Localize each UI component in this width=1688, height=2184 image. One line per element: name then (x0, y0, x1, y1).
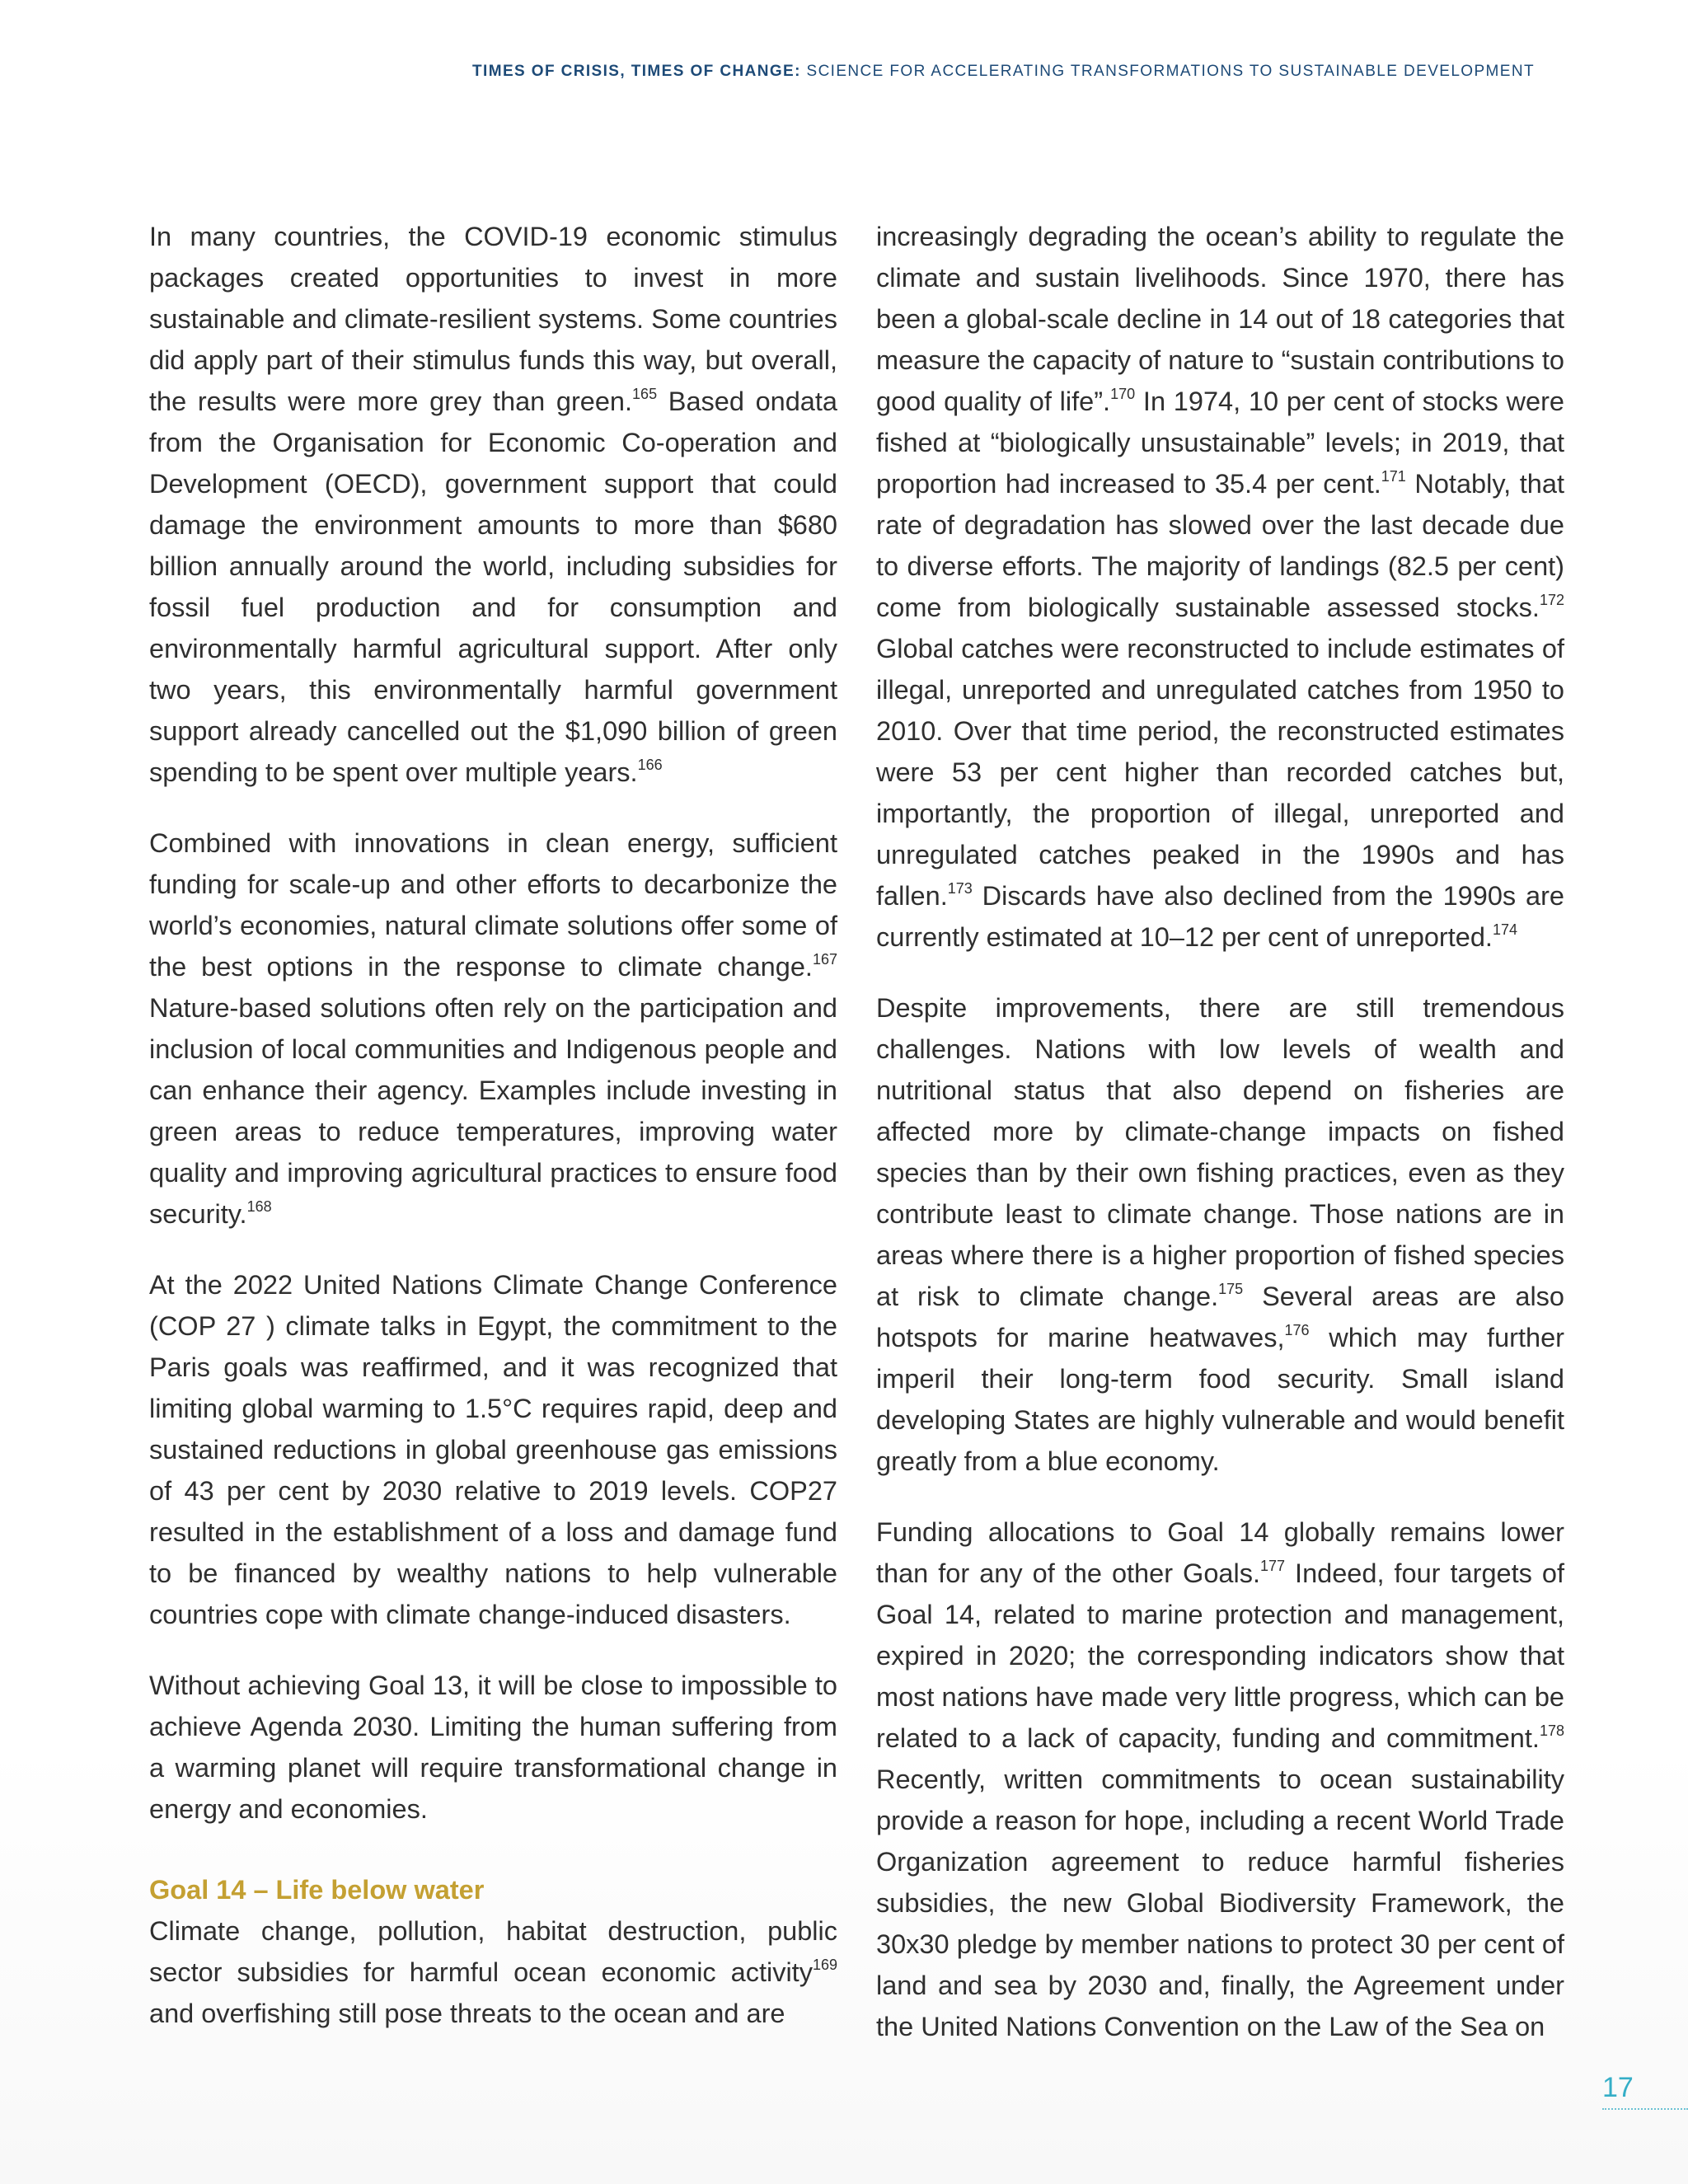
footnote-ref[interactable]: 177 (1259, 1558, 1286, 1575)
footnote-ref[interactable]: 173 (947, 880, 973, 898)
paragraph-text: increasingly degrading the ocean’s ability to regulate the climate and sustain livelihoods. Since 1970, there has been a global-scale decline in 14 out of 18 categories that measure the capacity of nature to “sustain contributions to good quality of life”. (876, 222, 1564, 416)
footnote-ref[interactable]: 178 (1539, 1722, 1564, 1740)
page-number-rule (1602, 2108, 1688, 2110)
footnote-ref[interactable]: 174 (1492, 921, 1517, 939)
paragraph-text: Based ondata from the Organisation for Economic Co-operation and Development (OECD), government support that could damage the environment amounts to more than $680 billion annually around the world, including subsidies for fossil fuel production and for consumption and environmentally harmful agricultural support. After only two years, this environmentally harmful government support already cancelled out the $1,090 billion of green spending to be spent over multiple years. (149, 387, 837, 787)
paragraph-text: In 1974, 10 per cent of stocks were fished at “biologically unsustainable” levels; in 2019, that proportion had increased to 35.4 per cent. (876, 387, 1565, 499)
paragraph-text: Discards have also declined from the 1990s are currently estimated at 10–12 per cent of unreported. (876, 881, 1564, 952)
paragraph-covid-stimulus (149, 216, 837, 793)
header-title-bold: TIMES OF CRISIS, TIMES OF CHANGE: (472, 63, 801, 80)
footnote-ref[interactable]: 165 (632, 386, 658, 403)
footnote-ref[interactable]: 171 (1381, 468, 1406, 485)
footnote-ref[interactable]: 167 (812, 951, 837, 968)
paragraph-text: In many countries, the COVID-19 economic stimulus packages created opportunities to invest in more sustainable and climate-resilient systems. Some countries did apply part of their stimulus funds this way, but overall, the results were more grey than green. (149, 222, 837, 416)
paragraph-cop27: At the 2022 United Nations Climate Change Conference (COP 27 ) climate talks in Egypt, the commitment to the Paris goals was reaffirmed, and it was recognized that limiting global warming to 1.5°C requires rapid, deep and sustained reductions in global greenhouse gas emissions of 43 per cent by 2030 relative to 2019 levels. COP27 resulted in the establishment of a loss and damage fund to be financed by wealthy nations to help vulnerable countries cope with climate change-induced disasters. (149, 1270, 837, 1629)
paragraph-funding-allocations (876, 1511, 1564, 2047)
left-column (149, 216, 837, 2034)
paragraph-text: Nature-based solutions often rely on the participation and inclusion of local communities and Indigenous people and can enhance their agency. Examples include investing in green areas to reduce temperatures, improving water quality and improving agricultural practices to ensure food security. (149, 993, 837, 1229)
footnote-ref[interactable]: 172 (1539, 592, 1564, 609)
paragraph-challenges (876, 987, 1564, 1482)
footnote-ref[interactable]: 166 (637, 757, 663, 774)
footnote-ref[interactable]: 170 (1110, 386, 1136, 403)
paragraph-text: Funding allocations to Goal 14 globally remains lower than for any of the other Goals. (876, 1517, 1564, 1588)
page-number: 17 (1602, 2072, 1634, 2103)
paragraph-goal-14-intro (149, 1910, 837, 2034)
paragraph-text: Recently, written commitments to ocean sustainability provide a reason for hope, including a recent World Trade Organization agreement to reduce harmful fisheries subsidies, the new Global Biodiversity Framework, the 30x30 pledge by member nations to protect 30 per cent of land and sea by 2030 and, finally, the Agreement under the United Nations Convention on the Law of the Sea on (876, 1765, 1564, 2041)
paragraph-goal-13: Without achieving Goal 13, it will be close to impossible to achieve Agenda 2030. Limiting the human suffering from a warming planet will require transformational change in energy and economies. (149, 1671, 837, 1824)
paragraph-natural-climate-solutions (149, 823, 837, 1235)
paragraph-text: Indeed, four targets of Goal 14, related to marine protection and management, expired in 2020; the corresponding indicators show that most nations have made very little progress, which can be related to a lack of capacity, funding and commitment. (876, 1558, 1564, 1753)
paragraph-text: Combined with innovations in clean energy, sufficient funding for scale-up and other efforts to decarbonize the world’s economies, natural climate solutions offer some of the best options in the response to climate change. (149, 828, 837, 982)
paragraph-text: Notably, that rate of degradation has slowed over the last decade due to diverse efforts. The majority of landings (82.5 per cent) come from biologically sustainable assessed stocks. (876, 469, 1564, 622)
footnote-ref[interactable]: 168 (246, 1198, 272, 1216)
footnote-ref[interactable]: 169 (812, 1957, 837, 1974)
paragraph-text: and overfishing still pose threats to the ocean and are (149, 1999, 785, 2028)
goal-14-heading: Goal 14 – Life below water (149, 1875, 485, 1905)
paragraph-text: Despite improvements, there are still tremendous challenges. Nations with low levels of wealth and nutritional status that also depend on fisheries are affected more by climate-change impacts on fished species than by their own fishing practices, even as they contribute least to climate change. Those nations are in areas where there is a higher proportion of fished species at risk to climate change. (876, 993, 1564, 1311)
header-title-rest: SCIENCE FOR ACCELERATING TRANSFORMATIONS TO SUSTAINABLE DEVELOPMENT (800, 63, 1535, 80)
running-header (216, 63, 1535, 81)
paragraph-text: which may further imperil their long-term food security. Small island developing States are highly vulnerable and would benefit greatly from a blue economy. (876, 1323, 1564, 1476)
paragraph-ocean-degradation (876, 216, 1564, 958)
footnote-ref[interactable]: 175 (1218, 1281, 1244, 1298)
paragraph-text: Global catches were reconstructed to include estimates of illegal, unreported and unregulated catches from 1950 to 2010. Over that time period, the reconstructed estimates were 53 per cent higher than recorded catches but, importantly, the proportion of illegal, unreported and unregulated catches peaked in the 1990s and has fallen. (876, 634, 1564, 911)
paragraph-text: Climate change, pollution, habitat destruction, public sector subsidies for harmful ocean economic activity (149, 1916, 837, 1987)
right-column (876, 216, 1564, 2047)
footnote-ref[interactable]: 176 (1284, 1322, 1310, 1339)
paragraph-text: Several areas are also hotspots for marine heatwaves, (876, 1282, 1564, 1352)
